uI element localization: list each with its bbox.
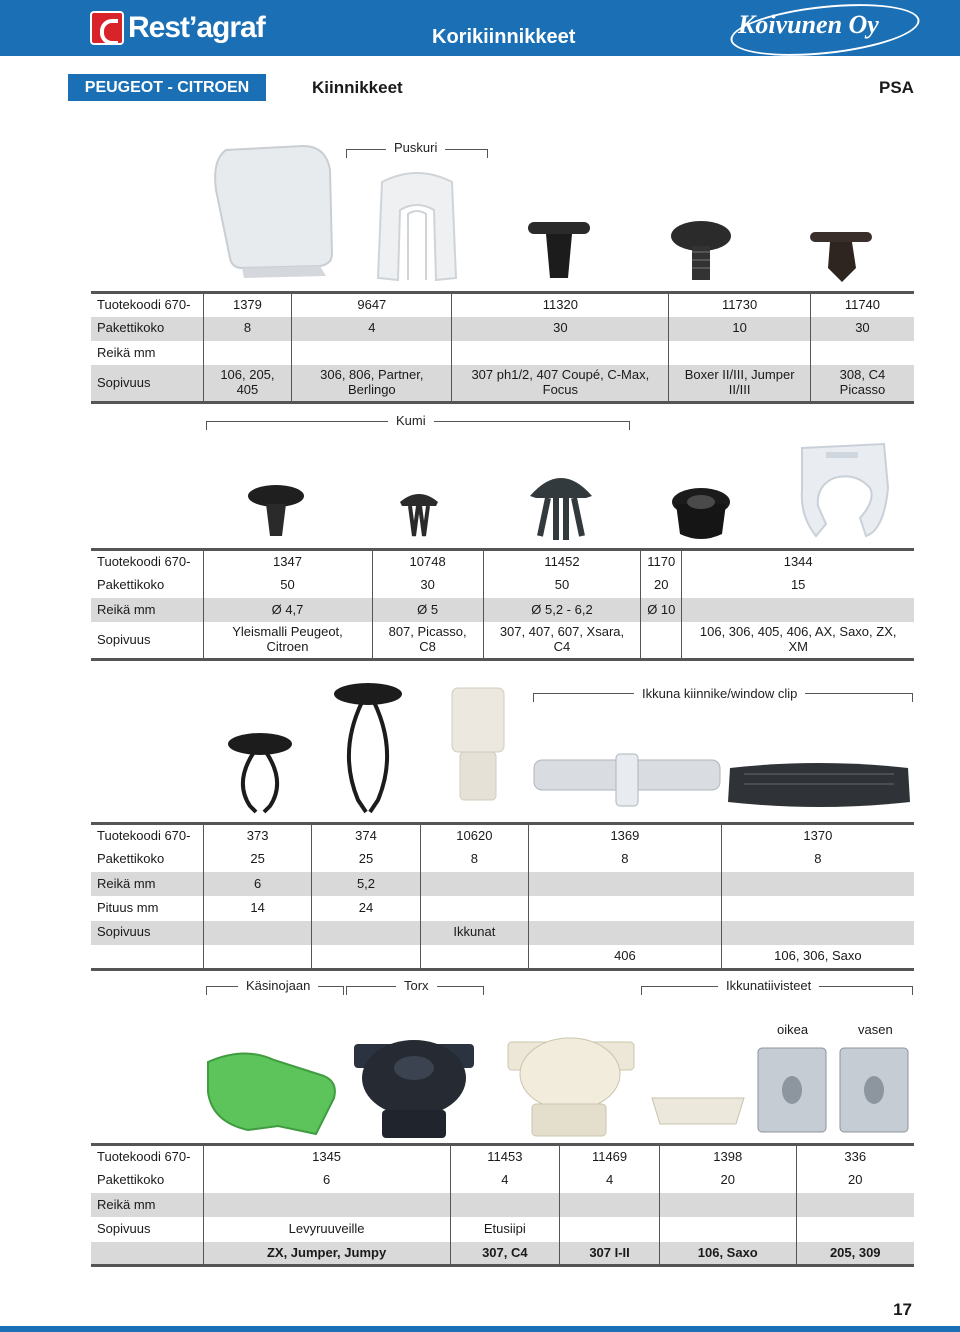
- table-row-length: [91, 896, 914, 920]
- cell-pack: 4: [450, 1169, 559, 1193]
- table-row-hole: [91, 1193, 914, 1217]
- cell-code: 1170: [641, 550, 682, 574]
- restagraf-logo-text: Rest’agraf: [128, 11, 265, 44]
- koivunen-logo: Koivunen Oy: [738, 10, 879, 39]
- restagraf-logo: [90, 10, 265, 46]
- row-label-fit: Sopivuus: [97, 1221, 151, 1237]
- category-label: Kiinnikkeet: [312, 78, 403, 97]
- row-label-pack: Pakettikoko: [97, 577, 165, 593]
- row-label-hole: Reikä mm: [91, 1193, 203, 1217]
- cell-pack: 30: [452, 317, 669, 341]
- part-image-11740: [808, 228, 874, 284]
- cell-fit: 307 ph1/2, 407 Coupé, C-Max, Focus: [452, 365, 669, 402]
- cell-fit: [529, 921, 722, 945]
- part-image-1347: [246, 484, 306, 544]
- cell-code: 1398: [660, 1145, 796, 1169]
- table-row-fit: [91, 365, 914, 402]
- section-label-torx: Torx: [396, 978, 437, 993]
- part-image-373: [226, 732, 294, 816]
- cell-pack: 20: [796, 1169, 914, 1193]
- cell-fit: Yleismalli Peugeot, Citroen: [203, 622, 372, 659]
- cell-hole: [682, 598, 914, 622]
- cell-hole: Ø 10: [641, 598, 682, 622]
- part-image-374: [332, 682, 404, 818]
- cell-pack: 4: [292, 317, 452, 341]
- cell-fit: [660, 1217, 796, 1241]
- cell-code: 1370: [721, 824, 914, 848]
- cell-fit: Levyruuveille: [203, 1217, 450, 1241]
- group-label: PSA: [879, 78, 914, 97]
- table-row-hole: [91, 341, 914, 365]
- table-row-pack: [91, 1169, 914, 1193]
- section-label-ikkunatiivisteet: Ikkunatiivisteet: [718, 978, 819, 993]
- table-row-hole: [91, 872, 914, 896]
- cell-pack: 50: [483, 574, 640, 598]
- row-label-pack: Pakettikoko: [91, 317, 203, 341]
- cell-code: 10748: [372, 550, 483, 574]
- cell-code: 11469: [560, 1145, 660, 1169]
- row-label-hole: Reikä mm: [91, 598, 203, 622]
- cell-code: 11740: [810, 293, 914, 317]
- cell-fit: 106, 306, Saxo: [721, 945, 914, 969]
- cell-fit: 205, 309: [796, 1242, 914, 1266]
- cell-hole: 5,2: [312, 872, 420, 896]
- cell-length: 14: [203, 896, 311, 920]
- part-image-11730: [668, 220, 734, 284]
- brand-label: PEUGEOT - CITROEN: [68, 74, 266, 101]
- table-row-code: [91, 550, 914, 574]
- part-image-1344: [796, 440, 890, 542]
- row-label-empty: [91, 945, 203, 969]
- table-row-pack: [91, 848, 914, 872]
- cell-fit: 308, C4 Picasso: [810, 365, 914, 402]
- page-number: 17: [893, 1300, 912, 1319]
- cell-pack: 10: [669, 317, 810, 341]
- table-row-pack: [91, 317, 914, 341]
- cell-code: 1345: [203, 1145, 450, 1169]
- cell-hole: [529, 872, 722, 896]
- table-row-fit-models: [91, 945, 914, 969]
- cell-code: 1369: [529, 824, 722, 848]
- section-label-kasinojaan: Käsinojaan: [238, 978, 318, 993]
- cell-fit: 306, 806, Partner, Berlingo: [292, 365, 452, 402]
- cell-pack: 50: [203, 574, 372, 598]
- cell-hole: [292, 341, 452, 365]
- part-image-10748: [396, 490, 442, 542]
- spec-table-window: [91, 822, 914, 971]
- cell-fit: [203, 921, 311, 945]
- table-row-code: [91, 824, 914, 848]
- cell-pack: 20: [641, 574, 682, 598]
- cell-fit: Etusiipi: [450, 1217, 559, 1241]
- cell-pack: 8: [203, 317, 292, 341]
- cell-fit: [312, 945, 420, 969]
- section-label-kumi: Kumi: [388, 413, 434, 428]
- cell-hole: [660, 1193, 796, 1217]
- cell-fit: [641, 622, 682, 659]
- label-oikea: oikea: [777, 1022, 809, 1037]
- part-image-11453: [346, 1030, 482, 1142]
- cell-fit: Ikkunat: [420, 921, 528, 945]
- row-label-code: Tuotekoodi 670-: [97, 1148, 191, 1164]
- cell-hole: [450, 1193, 559, 1217]
- cell-length: [420, 896, 528, 920]
- part-image-1379: [208, 142, 338, 284]
- cell-pack: 15: [682, 574, 914, 598]
- cell-code: 11320: [452, 293, 669, 317]
- cell-code: 374: [312, 824, 420, 848]
- cell-fit: [420, 945, 528, 969]
- row-label-code: Tuotekoodi 670-: [97, 553, 191, 569]
- part-image-vasen: [836, 1044, 912, 1136]
- row-label-hole: Reikä mm: [97, 344, 156, 360]
- cell-fit: 106, 306, 405, 406, AX, Saxo, ZX, XM: [682, 622, 914, 659]
- cell-hole: [560, 1193, 660, 1217]
- cell-fit: 106, 205, 405: [203, 365, 292, 402]
- cell-fit: Boxer II/III, Jumper II/III: [669, 365, 810, 402]
- cell-hole: [810, 341, 914, 365]
- cell-pack: 8: [529, 848, 722, 872]
- cell-pack: 8: [420, 848, 528, 872]
- cell-pack: 6: [203, 1169, 450, 1193]
- cell-hole: Ø 5,2 - 6,2: [483, 598, 640, 622]
- row-label-pack: Pakettikoko: [97, 851, 165, 867]
- cell-hole: 6: [203, 872, 311, 896]
- part-image-10620: [448, 686, 508, 802]
- part-image-oikea: [754, 1044, 830, 1136]
- section-label-puskuri: Puskuri: [386, 140, 445, 155]
- row-label-fit: Sopivuus: [91, 365, 203, 402]
- cell-pack: 30: [372, 574, 483, 598]
- table-row-pack: [91, 574, 914, 598]
- cell-fit: [203, 945, 311, 969]
- cell-hole: Ø 4,7: [203, 598, 372, 622]
- table-row-code: [91, 293, 914, 317]
- cell-hole: [452, 341, 669, 365]
- cell-pack: 8: [721, 848, 914, 872]
- footer-bar: [0, 1326, 960, 1332]
- cell-hole: [203, 1193, 450, 1217]
- cell-code: 11730: [669, 293, 810, 317]
- table-row-code: [91, 1145, 914, 1169]
- cell-pack: 30: [810, 317, 914, 341]
- cell-fit: 307 I-II: [560, 1242, 660, 1266]
- table-row-fit: [91, 921, 914, 945]
- cell-hole: [420, 872, 528, 896]
- cell-pack: 4: [560, 1169, 660, 1193]
- cell-fit: 307, 407, 607, Xsara, C4: [483, 622, 640, 659]
- row-label-pack: Pakettikoko: [97, 1172, 165, 1188]
- part-image-11452: [526, 466, 596, 544]
- part-image-1370: [724, 762, 914, 812]
- cell-hole: [721, 872, 914, 896]
- cell-code: 1344: [682, 550, 914, 574]
- table-row-fit: [91, 622, 914, 659]
- part-image-1170: [670, 486, 732, 542]
- page-header: [0, 0, 960, 56]
- cell-fit: [721, 921, 914, 945]
- table-row-fit: [91, 1217, 914, 1241]
- cell-fit: 807, Picasso, C8: [372, 622, 483, 659]
- cell-fit: [312, 921, 420, 945]
- cell-pack: 20: [660, 1169, 796, 1193]
- row-label-code: Tuotekoodi 670-: [97, 296, 191, 312]
- cell-code: 9647: [292, 293, 452, 317]
- part-image-11320: [526, 218, 592, 282]
- cell-length: [721, 896, 914, 920]
- cell-fit: 406: [529, 945, 722, 969]
- cell-code: 373: [203, 824, 311, 848]
- cell-code: 1379: [203, 293, 292, 317]
- spec-table-puskuri: [91, 291, 914, 404]
- cell-length: 24: [312, 896, 420, 920]
- cell-length: [529, 896, 722, 920]
- cell-code: 1347: [203, 550, 372, 574]
- cell-pack: 25: [312, 848, 420, 872]
- part-image-1369: [532, 752, 722, 808]
- table-row-hole: [91, 598, 914, 622]
- cell-hole: [669, 341, 810, 365]
- row-label-hole: Reikä mm: [91, 872, 203, 896]
- row-label-empty: [91, 1242, 203, 1266]
- page-title: Korikiinnikkeet: [432, 26, 576, 48]
- cell-fit: 307, C4: [450, 1242, 559, 1266]
- part-image-9647: [372, 170, 462, 286]
- cell-fit: [560, 1217, 660, 1241]
- cell-code: 336: [796, 1145, 914, 1169]
- row-label-fit: Sopivuus: [91, 921, 203, 945]
- cell-code: 11452: [483, 550, 640, 574]
- cell-fit: 106, Saxo: [660, 1242, 796, 1266]
- part-image-11469: [502, 1030, 640, 1140]
- cell-hole: Ø 5: [372, 598, 483, 622]
- label-vasen: vasen: [858, 1022, 893, 1037]
- cell-fit: [796, 1217, 914, 1241]
- cell-code: 11453: [450, 1145, 559, 1169]
- row-label-code: Tuotekoodi 670-: [97, 827, 191, 843]
- part-image-1345: [204, 1042, 340, 1138]
- row-label-length: Pituus mm: [97, 900, 159, 916]
- table-row-fit-models: [91, 1242, 914, 1266]
- part-image-1398: [650, 1096, 746, 1126]
- cell-pack: 25: [203, 848, 311, 872]
- cell-fit: ZX, Jumper, Jumpy: [203, 1242, 450, 1266]
- section-label-window: Ikkuna kiinnike/window clip: [634, 686, 805, 701]
- row-label-fit: Sopivuus: [97, 631, 151, 647]
- spec-table-misc: [91, 1143, 914, 1267]
- cell-code: 10620: [420, 824, 528, 848]
- spec-table-kumi: [91, 548, 914, 661]
- cell-hole: [796, 1193, 914, 1217]
- restagraf-logo-icon: [90, 11, 124, 45]
- cell-hole: [203, 341, 292, 365]
